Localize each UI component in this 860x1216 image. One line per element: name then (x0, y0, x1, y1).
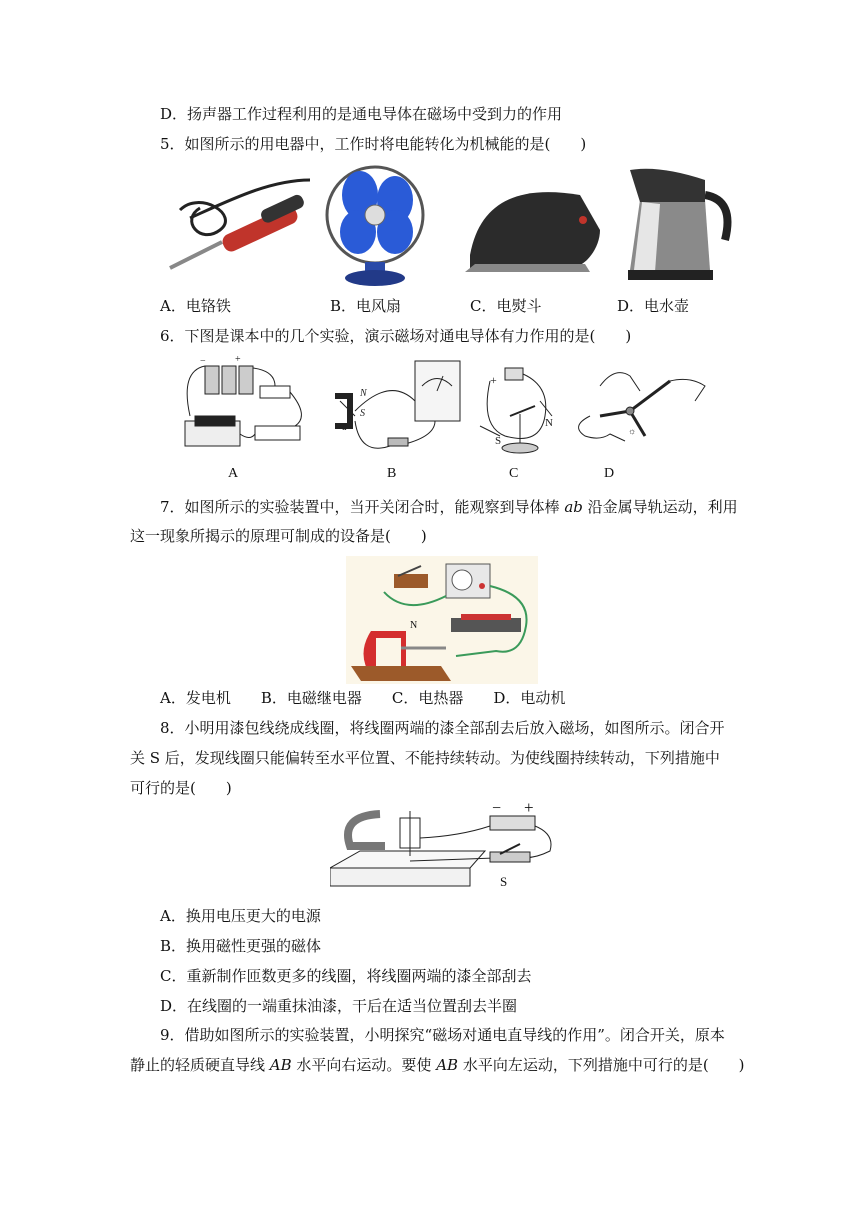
q6-figures (160, 356, 720, 461)
q8-option-a: A．换用电压更大的电源 (160, 907, 321, 925)
q7-options: A．发电机 B．电磁继电器 C．电热器 D．电动机 (160, 689, 566, 707)
q6-figure-label-d: D (604, 466, 615, 481)
q6-figure-label-a: A (228, 466, 239, 481)
q8-option-c: C．重新制作匝数更多的线圈，将线圈两端的漆全部刮去 (160, 967, 532, 985)
q9-wire-ab-1: AB (269, 1056, 292, 1074)
fig-c-mark-s: S (495, 435, 502, 447)
svg-text:−: − (200, 356, 206, 367)
fig-c-mark-plus: + (490, 373, 497, 387)
q5-option-c: C．电熨斗 (470, 297, 542, 315)
q9-line2-part3: 水平向左运动，下列措施中可行的是( ) (458, 1056, 745, 1074)
fig-b-mark-s: S (360, 408, 365, 419)
experiment-b-image (335, 361, 460, 448)
q8-stem-line3: 可行的是( ) (130, 779, 232, 797)
fig-b-mark-n: N (360, 388, 367, 399)
experiment-a-image (185, 366, 301, 446)
q4-option-d: D．扬声器工作过程利用的是通电导体在磁场中受到力的作用 (160, 105, 563, 123)
q7-figure (346, 556, 538, 684)
q5-option-d: D．电水壶 (617, 297, 690, 315)
q7-stem-conductor: ab (564, 498, 583, 516)
q5-stem: 5．如图所示的用电器中，工作时将电能转化为机械能的是( ) (160, 135, 587, 153)
q8-fig-label-s: S (500, 874, 508, 889)
q8-stem-line1: 8．小明用漆包线绕成线圈，将线圈两端的漆全部刮去后放入磁场，如图所示。闭合开 (160, 719, 725, 737)
q7-stem-line1 (160, 497, 738, 517)
q8-fig-mark-minus: − (492, 800, 502, 817)
kettle-image (628, 169, 728, 280)
q6-figure-label-c: C (509, 466, 519, 481)
q9-line2-part1: 静止的轻质硬直导线 (130, 1056, 270, 1074)
q7-stem-part1: 7．如图所示的实验装置中，当开关闭合时，能观察到导体棒 (160, 498, 565, 516)
q9-stem-line2 (130, 1055, 745, 1075)
q6-figure-label-b: B (387, 466, 397, 481)
q9-line2-part2: 水平向右运动。要使 (291, 1056, 437, 1074)
experiment-d-image (579, 373, 705, 441)
q8-stem-line2: 关 S 后，发现线圈只能偏转至水平位置、不能持续转动。为使线圈持续转动，下列措施中 (130, 749, 720, 767)
q5-option-a: A．电铬铁 (160, 297, 231, 315)
q8-option-d: D．在线圈的一端重抹油漆，干后在适当位置刮去半圈 (160, 997, 518, 1015)
q6-stem: 6．下图是课本中的几个实验，演示磁场对通电导体有力作用的是( ) (160, 327, 632, 345)
svg-text:+: + (235, 356, 241, 365)
q9-wire-ab-2: AB (436, 1056, 459, 1074)
q7-stem-line2: 这一现象所揭示的原理可制成的设备是( ) (130, 527, 427, 545)
svg-text:☼: ☼ (628, 426, 637, 436)
iron-image (465, 192, 600, 272)
q9-stem-line1: 9．借助如图所示的实验装置，小明探究“磁场对通电直导线的作用”。闭合开关，原本 (160, 1026, 725, 1044)
soldering-iron-image (170, 180, 310, 268)
fig-b-mark-a: a (342, 422, 347, 433)
q8-option-b: B．换用磁性更强的磁体 (160, 937, 322, 955)
fig-c-mark-n: N (545, 417, 553, 429)
q5-figures (160, 160, 740, 290)
q7-fig-mark-n: N (410, 620, 418, 631)
q8-fig-mark-plus: + (524, 798, 534, 817)
electric-fan-image (327, 167, 423, 286)
q8-figure (330, 798, 560, 892)
q7-stem-part2: 沿金属导轨运动，利用 (582, 498, 738, 516)
q5-option-b: B．电风扇 (330, 297, 402, 315)
